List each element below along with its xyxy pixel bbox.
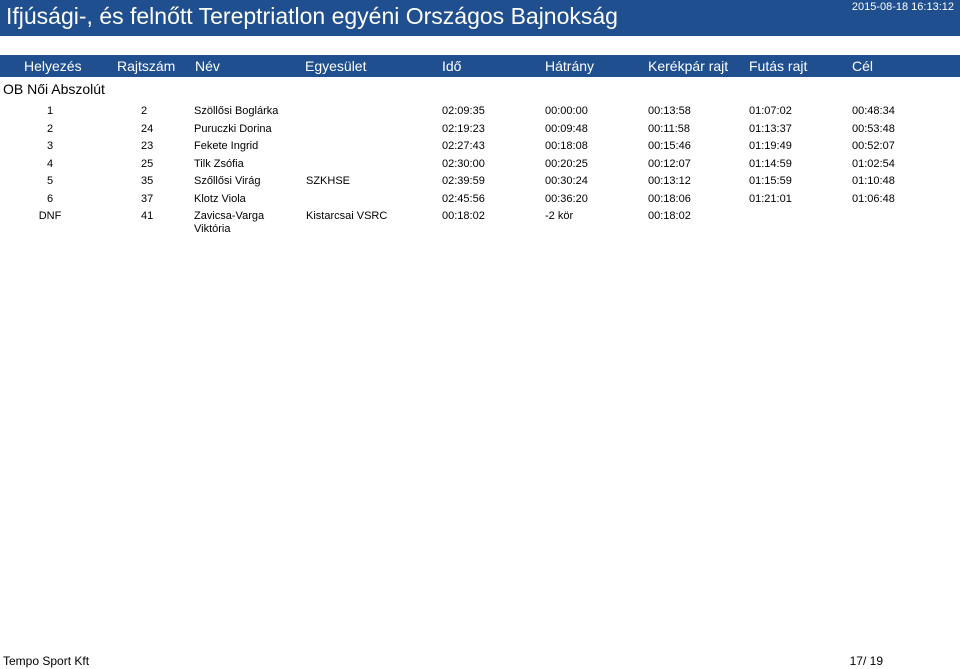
cell-bib: 37 — [141, 192, 154, 205]
cell-gap: 00:20:25 — [545, 157, 588, 170]
table-row — [0, 191, 960, 209]
cell-run: 01:21:01 — [749, 192, 792, 205]
cell-name: Szőllősi Virág — [194, 175, 261, 187]
cell-place: 6 — [46, 192, 54, 205]
cell-name: Fekete Ingrid — [194, 140, 259, 152]
results-table — [0, 103, 960, 242]
cell-name: Zavicsa-Varga Viktória — [194, 210, 265, 235]
column-header-gap: Hátrány — [545, 58, 595, 74]
cell-bike: 00:13:58 — [648, 105, 691, 117]
cell-time: 02:09:35 — [442, 105, 485, 117]
cell-place: 5 — [46, 175, 54, 187]
table-row — [0, 173, 960, 191]
column-header-time: Idő — [442, 58, 462, 74]
table-row — [0, 103, 960, 121]
category-heading: OB Női Abszolút — [3, 81, 105, 97]
table-row — [0, 156, 960, 174]
footer-company: Tempo Sport Kft — [3, 654, 90, 668]
cell-bike: 00:18:06 — [648, 192, 691, 205]
cell-bike: 00:11:58 — [648, 122, 691, 135]
column-header-bike: Kerékpár rajt — [648, 58, 729, 74]
cell-bike: 00:13:12 — [648, 175, 691, 187]
cell-place: DNF — [38, 210, 62, 222]
cell-finish: 00:52:07 — [852, 140, 895, 152]
cell-bib: 35 — [141, 175, 154, 187]
cell-name: Tilk Zsófia — [194, 157, 244, 170]
cell-run: 01:13:37 — [749, 122, 792, 135]
cell-place: 4 — [46, 157, 54, 170]
cell-finish: 01:10:48 — [852, 175, 895, 187]
cell-time: 00:18:02 — [442, 210, 485, 222]
cell-finish: 01:06:48 — [852, 192, 895, 205]
cell-place: 3 — [46, 140, 54, 152]
cell-run: 01:07:02 — [749, 105, 792, 117]
cell-bib: 24 — [141, 122, 154, 135]
cell-time: 02:30:00 — [442, 157, 485, 170]
cell-bib: 41 — [141, 210, 154, 222]
cell-name: Klotz Viola — [194, 192, 246, 205]
cell-bike: 00:18:02 — [648, 210, 691, 222]
cell-bib: 23 — [141, 140, 154, 152]
cell-bib: 2 — [141, 105, 148, 117]
cell-gap: 00:09:48 — [545, 122, 588, 135]
column-header-bib: Rajtszám — [117, 58, 176, 74]
column-header-name: Név — [195, 58, 220, 74]
cell-finish: 01:02:54 — [852, 157, 895, 170]
cell-time: 02:39:59 — [442, 175, 485, 187]
cell-bib: 25 — [141, 157, 154, 170]
column-header-run: Futás rajt — [749, 58, 808, 74]
cell-time: 02:19:23 — [442, 122, 485, 135]
page-number: 17/ 19 — [849, 654, 883, 668]
cell-gap: 00:18:08 — [545, 140, 588, 152]
cell-bike: 00:12:07 — [648, 157, 691, 170]
column-header-club: Egyesület — [305, 58, 367, 74]
column-header-bar — [0, 55, 960, 77]
cell-bike: 00:15:46 — [648, 140, 691, 152]
cell-run: 01:15:59 — [749, 175, 792, 187]
table-row — [0, 208, 960, 242]
cell-run: 01:19:49 — [749, 140, 792, 152]
cell-club: SZKHSE — [306, 175, 351, 187]
cell-place: 2 — [46, 122, 54, 135]
cell-gap: -2 kör — [545, 210, 574, 222]
cell-gap: 00:36:20 — [545, 192, 588, 205]
cell-finish: 00:48:34 — [852, 105, 895, 117]
cell-finish: 00:53:48 — [852, 122, 895, 135]
cell-run: 01:14:59 — [749, 157, 792, 170]
cell-time: 02:27:43 — [442, 140, 485, 152]
cell-club: Kistarcsai VSRC — [306, 210, 388, 222]
title-bar — [0, 0, 960, 36]
page-title: Ifjúsági-, és felnőtt Tereptriatlon egyéni Országos Bajnokság — [6, 3, 618, 29]
cell-gap: 00:00:00 — [545, 105, 588, 117]
cell-gap: 00:30:24 — [545, 175, 588, 187]
cell-name: Szöllősi Boglárka — [194, 105, 279, 117]
cell-name: Puruczki Dorina — [194, 122, 272, 135]
table-row — [0, 121, 960, 139]
cell-place: 1 — [46, 105, 54, 117]
table-row — [0, 138, 960, 156]
column-header-place: Helyezés — [24, 58, 82, 74]
cell-time: 02:45:56 — [442, 192, 485, 205]
timestamp: 2015-08-18 16:13:12 — [851, 1, 954, 13]
column-header-finish: Cél — [852, 58, 874, 74]
